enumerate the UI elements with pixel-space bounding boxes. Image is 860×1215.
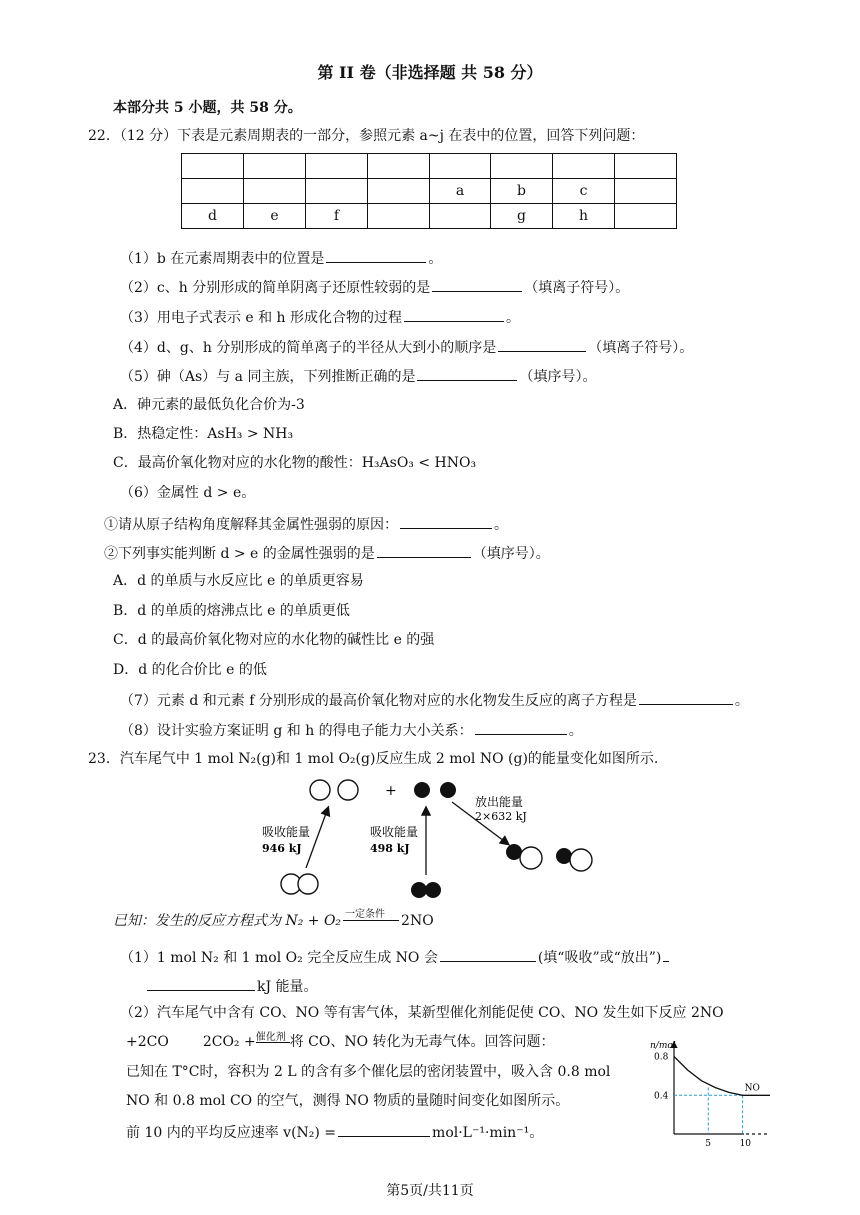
condition-label: 一定条件 xyxy=(345,909,386,920)
pt-cell-c: c xyxy=(553,179,615,204)
q23-part2-condition-cont: NO 和 0.8 mol CO 的空气，测得 NO 物质的量随时间变化如图所示。 xyxy=(126,1093,570,1109)
pt-cell-h: h xyxy=(553,204,615,229)
pt-cell xyxy=(430,154,491,179)
q22-part5: （5）砷（As）与 a 同主族，下列推断正确的是 （填序号）。 xyxy=(120,366,596,386)
pt-cell xyxy=(306,179,368,204)
q23-part1: （1）1 mol N₂ 和 1 mol O₂ 完全反应生成 NO 会 (填“吸收”或“放出”) xyxy=(120,947,671,967)
q22-part2: （2）c、h 分别形成的简单阴离子还原性较弱的是 （填离子符号）。 xyxy=(120,277,629,297)
q22-5-option-c: C．最高价氧化物对应的水化物的酸性：H₃AsO₃ < HNO₃ xyxy=(113,455,477,471)
release-value: 2×632 kJ xyxy=(475,810,527,823)
q22-6-sub1: ①请从原子结构角度解释其金属性强弱的原因： 。 xyxy=(104,514,508,534)
pt-cell-b: b xyxy=(491,179,553,204)
reaction-arrow xyxy=(341,909,401,930)
n-atom xyxy=(338,780,358,800)
pt-cell xyxy=(553,154,615,179)
pt-cell xyxy=(368,154,430,179)
pt-cell xyxy=(182,179,244,204)
q22-6-option-b: B．d 的单质的熔沸点比 e 的单质更低 xyxy=(113,603,350,619)
section-title: 第 II 卷（非选择题 共 58 分） xyxy=(317,63,543,82)
pt-cell xyxy=(430,204,491,229)
pt-cell xyxy=(368,179,430,204)
pt-cell xyxy=(244,179,306,204)
answer-blank[interactable] xyxy=(400,514,492,529)
pt-cell xyxy=(615,204,677,229)
q22-5-option-b: B．热稳定性：AsH₃ > NH₃ xyxy=(113,426,294,442)
q22-6-sub2: ②下列事实能判断 d > e 的金属性强弱的是 （填序号）。 xyxy=(104,543,550,563)
q22-stem: 22．（12 分）下表是元素周期表的一部分，参照元素 a~j 在表中的位置，回答下列问题： xyxy=(88,128,645,144)
q22-6-option-c: C．d 的最高价氧化物对应的水化物的碱性比 e 的强 xyxy=(113,632,435,648)
answer-blank[interactable] xyxy=(432,277,522,292)
q23-part2: （2）汽车尾气中含有 CO、NO 等有害气体，某新型催化剂能促使 CO、NO 发生如下反应 2NO xyxy=(120,1005,724,1021)
q22-5-option-a: A．砷元素的最低负化合价为-3 xyxy=(113,397,305,413)
q23-part1-energy: kJ 能量。 xyxy=(145,976,318,996)
answer-blank[interactable] xyxy=(498,337,586,352)
plus-sign: + xyxy=(385,783,397,799)
answer-blank[interactable] xyxy=(475,720,567,735)
q23-part2-rate: 前 10 内的平均反应速率 v(N₂) = mol·L⁻¹·min⁻¹。 xyxy=(126,1122,543,1142)
q22-part4: （4）d、g、h 分别形成的简单离子的半径从大到小的顺序是 （填离子符号）。 xyxy=(120,337,693,357)
known-equation: 已知：发生的反应方程式为 N₂ + O₂ 一定条件 2NO xyxy=(113,912,434,930)
q22-part6: （6）金属性 d > e。 xyxy=(120,485,256,501)
absorb-value-o2: 498 kJ xyxy=(370,842,410,855)
o2-molecule-atom xyxy=(411,882,427,898)
pt-cell xyxy=(615,179,677,204)
pt-cell-a: a xyxy=(430,179,491,204)
o-atom xyxy=(440,782,456,798)
series-label: NO xyxy=(744,1083,760,1094)
pt-cell xyxy=(368,204,430,229)
page-footer: 第5页/共11页 xyxy=(386,1183,474,1199)
pt-cell xyxy=(182,154,244,179)
no-n-atom xyxy=(520,847,542,869)
q22-part7: （7）元素 d 和元素 f 分别形成的最高价氧化物对应的水化物发生反应的离子方程是 。 xyxy=(120,690,749,710)
q22-part3: （3）用电子式表示 e 和 h 形成化合物的过程 。 xyxy=(120,307,520,327)
x-tick-label: 5 xyxy=(705,1139,712,1149)
q22-part8: （8）设计实验方案证明 g 和 h 的得电子能力大小关系： 。 xyxy=(120,720,583,740)
energy-change-diagram xyxy=(250,770,570,905)
pt-cell xyxy=(244,154,306,179)
periodic-table-fragment xyxy=(181,153,677,229)
no-amount-chart xyxy=(640,1036,780,1148)
answer-blank[interactable] xyxy=(326,248,426,263)
arrow-line xyxy=(343,920,399,921)
y-axis-label: n/mol xyxy=(650,1041,676,1051)
q22-part1: （1）b 在元素周期表中的位置是 。 xyxy=(120,248,442,268)
pt-cell-f: f xyxy=(306,204,368,229)
q22-6-option-d: D．d 的化合价比 e 的低 xyxy=(113,662,267,678)
answer-blank[interactable] xyxy=(639,690,733,705)
q23-part2-condition: 已知在 T°C时，容积为 2 L 的含有多个催化层的密闭装置中，吸入含 0.8 mol xyxy=(126,1064,611,1080)
x-tick-label: 10 xyxy=(739,1139,752,1149)
absorb-value-n2: 946 kJ xyxy=(262,842,302,855)
q22-6-option-a: A．d 的单质与水反应比 e 的单质更容易 xyxy=(113,573,364,589)
pt-cell-e: e xyxy=(244,204,306,229)
answer-blank[interactable] xyxy=(147,976,255,991)
y-tick-label: 0.8 xyxy=(654,1052,669,1063)
no-n-atom xyxy=(570,849,592,871)
answer-blank[interactable] xyxy=(404,307,504,322)
answer-blank-tail[interactable] xyxy=(663,947,669,962)
answer-blank[interactable] xyxy=(417,366,517,381)
absorb-label-n2: 吸收能量 xyxy=(262,825,311,839)
pt-cell xyxy=(491,154,553,179)
n-atom xyxy=(310,780,330,800)
absorb-label-o2: 吸收能量 xyxy=(370,825,419,839)
y-tick-label: 0.4 xyxy=(654,1091,669,1102)
pt-cell xyxy=(615,154,677,179)
answer-blank[interactable] xyxy=(440,947,536,962)
pt-cell-d: d xyxy=(182,204,244,229)
o2-molecule-atom xyxy=(425,882,441,898)
section-note: 本部分共 5 小题，共 58 分。 xyxy=(113,100,302,116)
answer-blank[interactable] xyxy=(377,543,471,558)
q23-stem: 23．汽车尾气中 1 mol N₂(g)和 1 mol O₂(g)反应生成 2 mol NO (g)的能量变化如图所示. xyxy=(88,751,659,767)
o-atom xyxy=(414,782,430,798)
answer-blank[interactable] xyxy=(338,1122,430,1137)
release-label: 放出能量 xyxy=(475,795,524,809)
q23-part2-equation: +2CO 2CO₂ + 催化剂 将 CO、NO 转化为无毒气体。回答问题： xyxy=(126,1033,555,1051)
catalyst-label: 催化剂 xyxy=(255,1032,286,1043)
pt-cell xyxy=(306,154,368,179)
n2-molecule-atom xyxy=(298,874,318,894)
catalyst-arrow xyxy=(256,1033,290,1051)
pt-cell-g: g xyxy=(491,204,553,229)
